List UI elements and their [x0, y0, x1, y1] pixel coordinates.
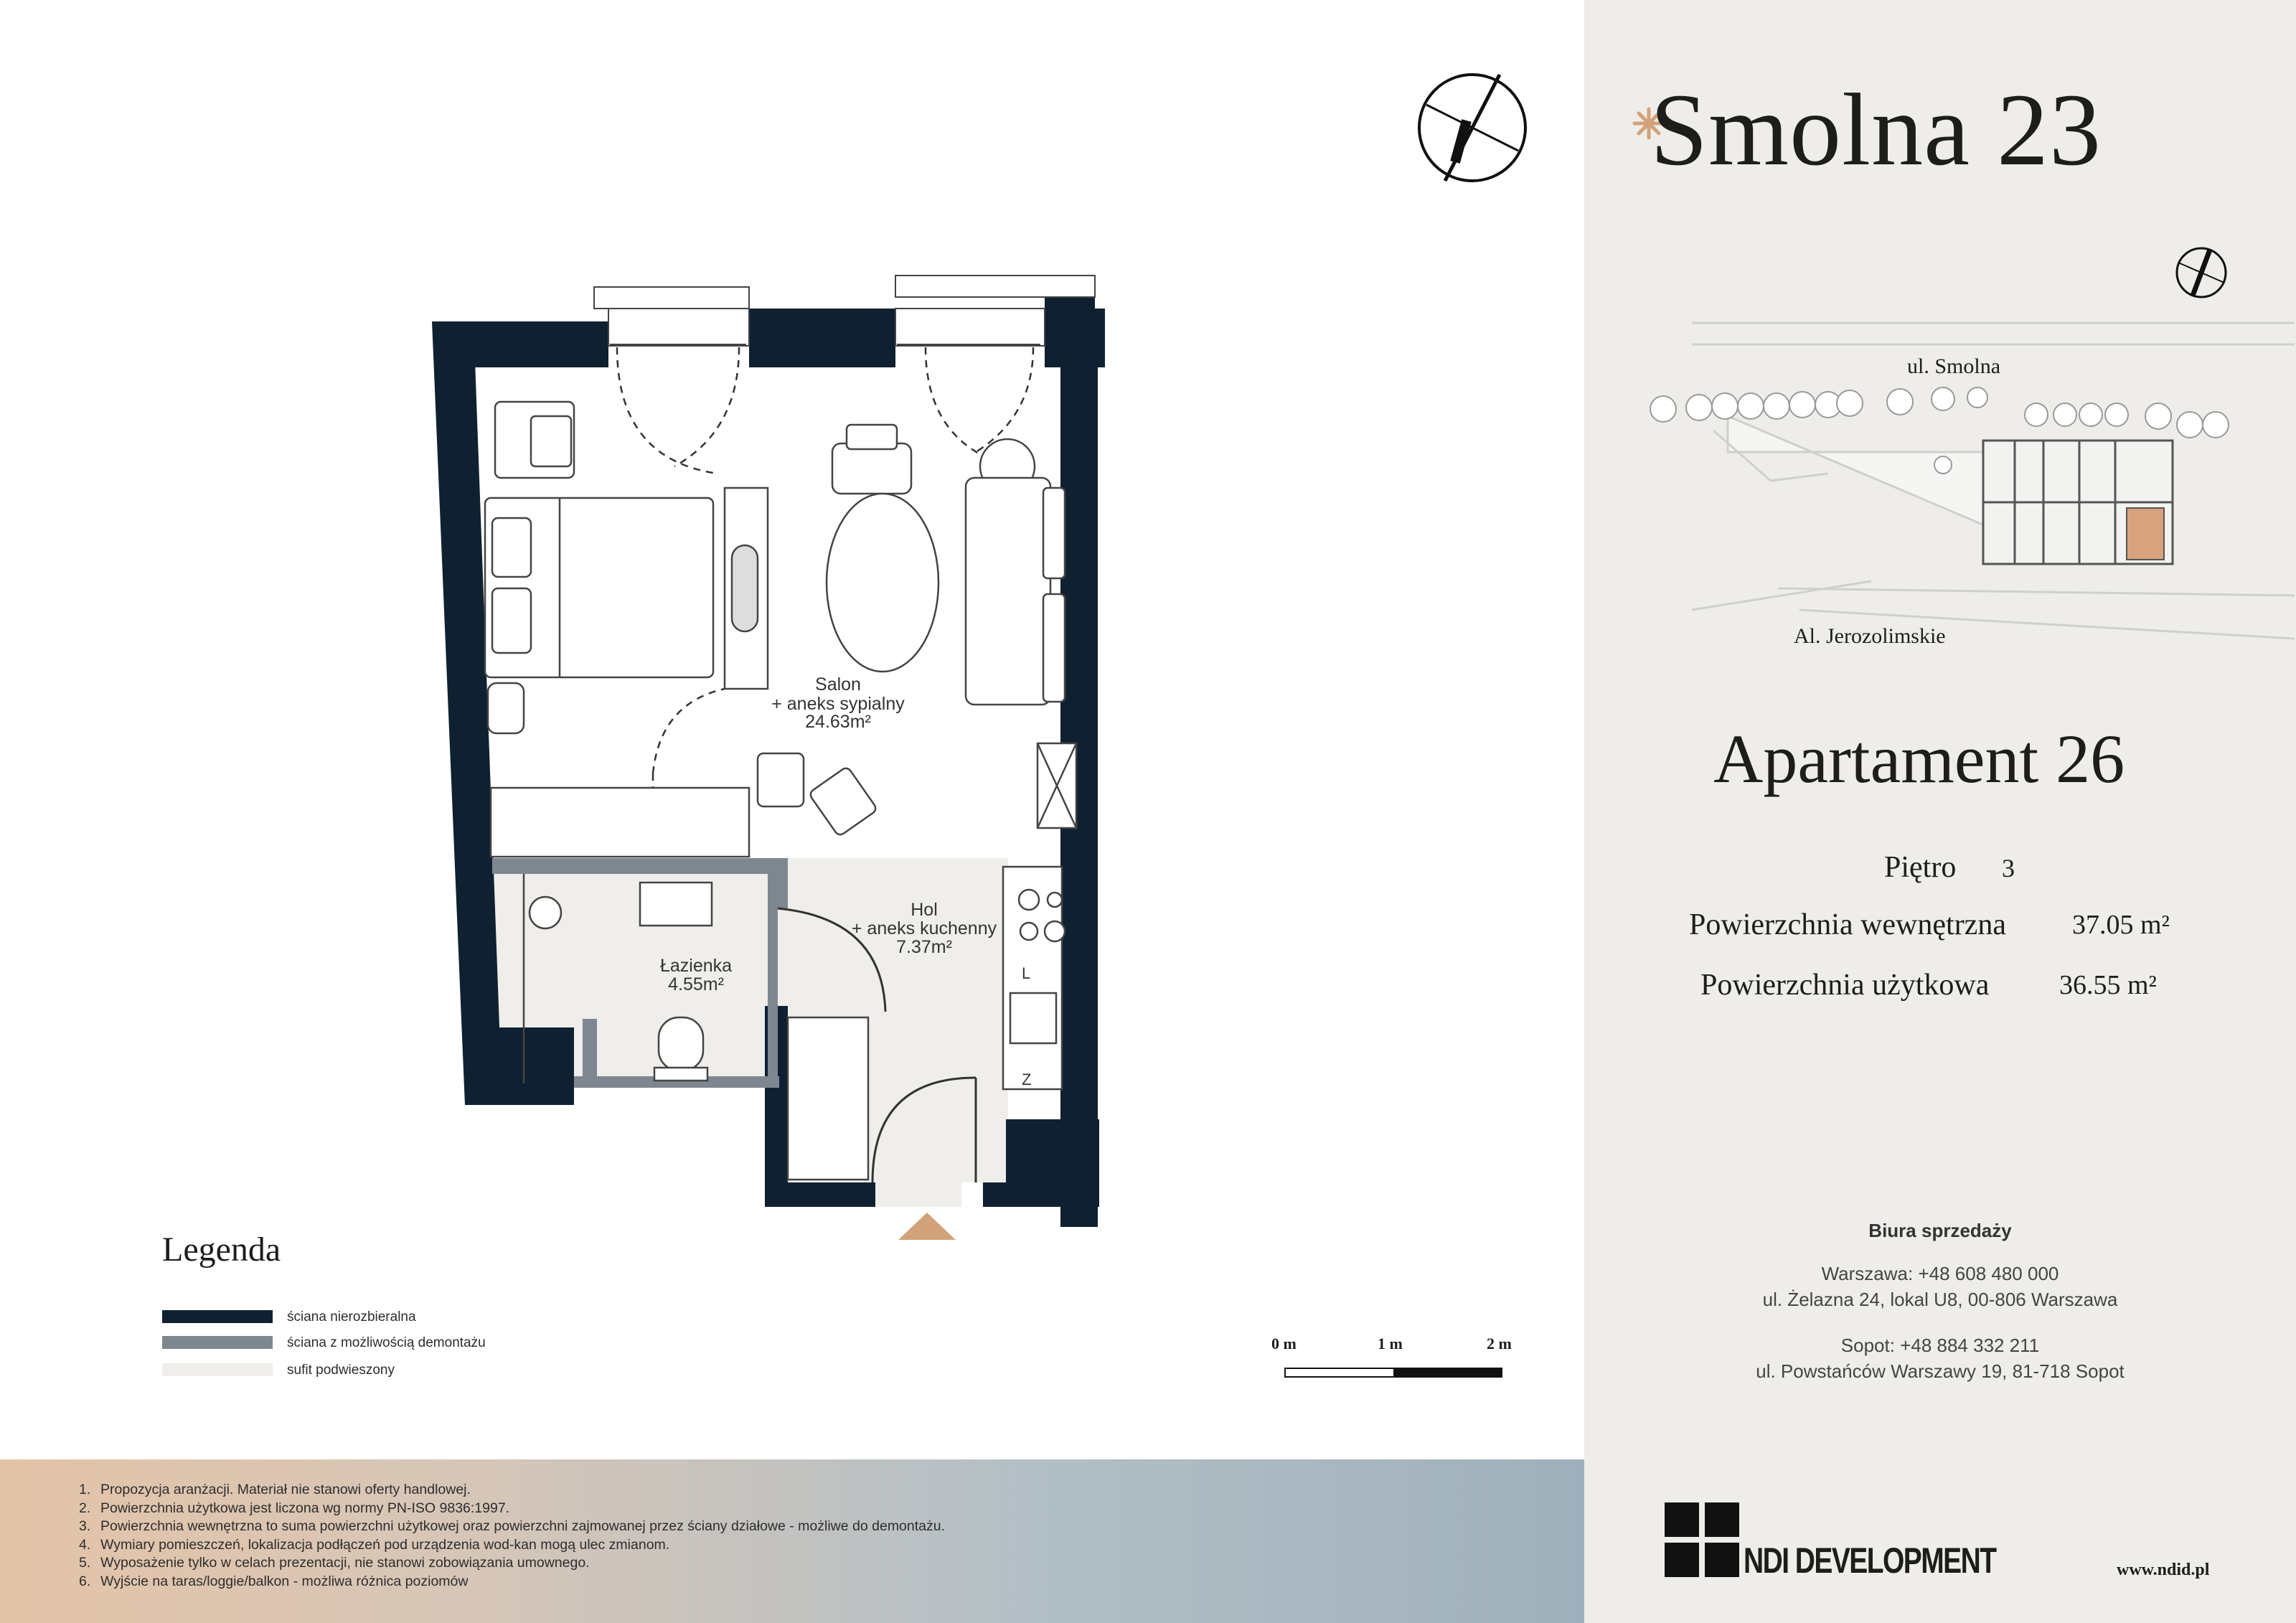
room-label-lazienka: Łazienka: [659, 956, 733, 976]
room-label-salon: Salon: [815, 674, 861, 695]
floor-label: Piętro: [1884, 851, 1957, 884]
room-label-hol: Hol: [911, 900, 938, 920]
scale-label-1: 1 m: [1378, 1335, 1403, 1352]
legend-label-ceiling: sufit podwieszony: [287, 1363, 395, 1378]
room-area-salon: 24.63m²: [805, 712, 871, 732]
legend-title: Legenda: [162, 1231, 281, 1269]
footnote: 3. Powierzchnia wewnętrzna to suma powierzchni użytkowej oraz powierzchni zajmowanej przez ściany działowe - możliwe do demontażu.: [79, 1518, 946, 1535]
internal-area-value: 37.05 m²: [2072, 910, 2170, 940]
ndi-logo-icon: [1665, 1502, 1739, 1577]
compass-icon: [1419, 75, 1525, 181]
oven-marker: Z: [1022, 1071, 1032, 1088]
sales-warsaw-phone[interactable]: Warszawa: +48 608 480 000: [1821, 1263, 2059, 1284]
legend-swatch-load-bearing: [162, 1310, 273, 1323]
room-area-lazienka: 4.55m²: [668, 974, 724, 994]
legend-swatch-removable: [162, 1336, 273, 1349]
usable-area-label: Powierzchnia użytkowa: [1700, 969, 1990, 1002]
legend-swatch-ceiling: [162, 1363, 273, 1376]
room-subtitle-hol: + aneks kuchenny: [851, 918, 997, 938]
scale-label-2: 2 m: [1487, 1335, 1512, 1352]
sales-title: Biura sprzedaży: [1868, 1220, 2012, 1241]
footnote: 1. Propozycja aranżacji. Materiał nie stanowi oferty handlowej.: [79, 1482, 471, 1497]
scale-bar-segment-light: [1286, 1369, 1393, 1376]
room-area-hol: 7.37m²: [896, 937, 952, 957]
scale-bar: [1284, 1368, 1502, 1378]
scale-label-0: 0 m: [1271, 1335, 1297, 1352]
brand-title: Smolna 23: [1650, 73, 2102, 187]
usable-area-value: 36.55 m²: [2059, 970, 2157, 1000]
footnote: 5. Wyposażenie tylko w celach prezentacji, nie stanowi zobowiązania umownego.: [79, 1555, 590, 1571]
street-label-south: Al. Jerozolimskie: [1794, 624, 1946, 648]
footnote: 6. Wyjście na taras/loggie/balkon - możliwa różnica poziomów: [79, 1573, 469, 1589]
apartment-title: Apartament 26: [1713, 720, 2125, 797]
fridge-marker: L: [1022, 964, 1031, 982]
sales-warsaw-address: ul. Żelazna 24, lokal U8, 00-806 Warszawa: [1762, 1289, 2118, 1310]
footnotes-list: [79, 1481, 945, 1591]
sales-sopot-phone[interactable]: Sopot: +48 884 332 211: [1840, 1335, 2040, 1356]
floor-value: 3: [2002, 854, 2015, 883]
legend-label-load-bearing: ściana nierozbieralna: [287, 1309, 416, 1325]
street-label-north: ul. Smolna: [1907, 354, 2001, 378]
sales-sopot-address: ul. Powstańców Warszawy 19, 81-718 Sopot: [1756, 1360, 2125, 1382]
site-map: [1584, 237, 2296, 667]
developer-website[interactable]: www.ndid.pl: [2117, 1561, 2210, 1579]
footnote: 4. Wymiary pomieszczeń, lokalizacja podłączeń pod urządzenia wod-kan mogą ulec zmianom.: [79, 1536, 670, 1553]
internal-area-label: Powierzchnia wewnętrzna: [1689, 908, 2006, 941]
legend-label-removable: ściana z możliwością demontażu: [287, 1335, 486, 1350]
developer-name: NDI DEVELOPMENT: [1744, 1540, 1996, 1581]
site-compass-icon: [2177, 248, 2226, 297]
footnote: 2. Powierzchnia użytkowa jest liczona wg normy PN-ISO 9836:1997.: [79, 1500, 510, 1516]
entrance-marker: [898, 1213, 956, 1240]
scale-bar-segment-dark: [1393, 1369, 1501, 1376]
highlighted-unit: [2127, 508, 2164, 560]
room-subtitle-salon: + aneks sypialny: [771, 694, 905, 714]
